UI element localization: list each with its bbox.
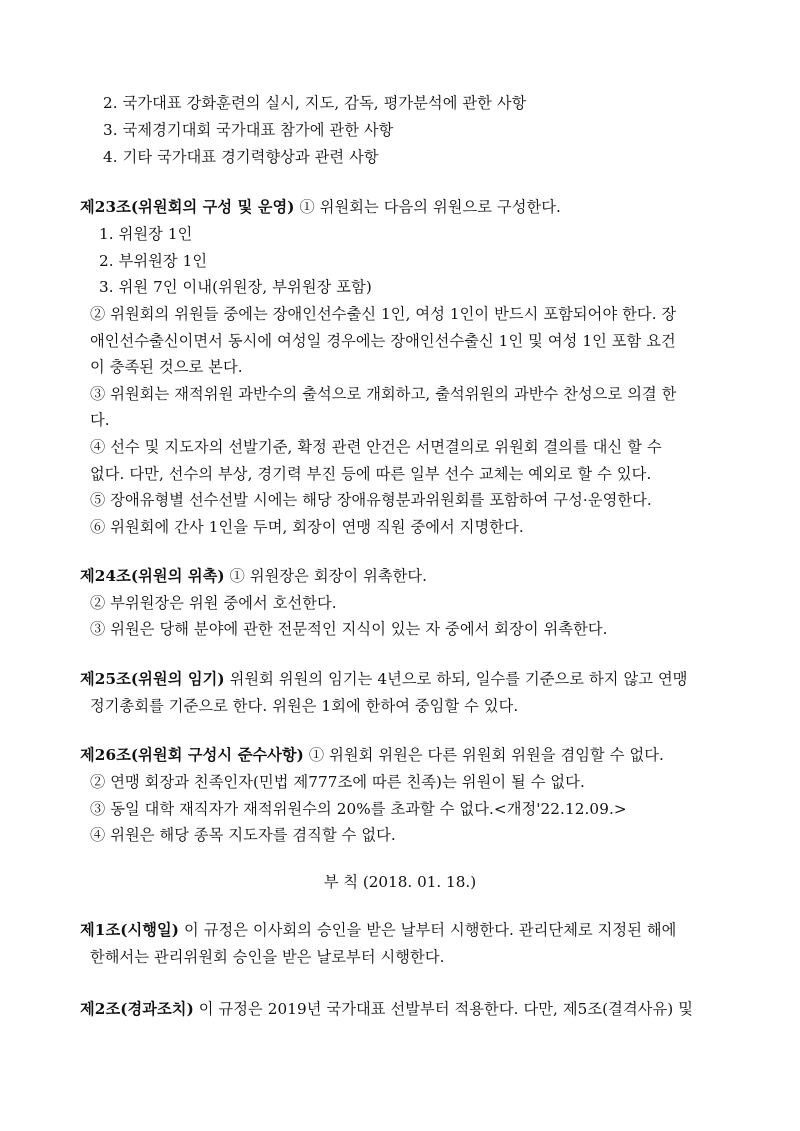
article-25-line: [80, 669, 688, 689]
article-26-line: [80, 745, 664, 765]
paragraph-line: ⑤ 장애유형별 선수선발 시에는 해당 장애유형분과위원회를 포함하여 구성·운영한다.: [90, 491, 652, 509]
paragraph-line: 정기총회를 기준으로 한다. 위원은 1회에 한하여 중임할 수 있다.: [90, 697, 519, 715]
paragraph-line: ③ 위원회는 재적위원 과반수의 출석으로 개회하고, 출석위원의 과반수 찬성으로 의결 한: [90, 385, 677, 403]
paragraph-line: ⑥ 위원회에 간사 1인을 두며, 회장이 연맹 직원 중에서 지명한다.: [90, 518, 524, 536]
supplementary-article-1-intro: 이 규정은 이사회의 승인을 받은 날부터 시행한다. 관리단체로 지정된 해에: [179, 921, 677, 939]
list-item: 2. 부위원장 1인: [99, 252, 208, 270]
supplementary-article-2-heading: 제2조(경과조치): [80, 1000, 194, 1018]
article-24-intro: ① 위원장은 회장이 위촉한다.: [224, 567, 428, 585]
list-item: 2. 국가대표 강화훈련의 실시, 지도, 감독, 평가분석에 관한 사항: [103, 94, 527, 112]
supplementary-article-1-line: [80, 920, 676, 940]
article-25-heading: 제25조(위원의 임기): [80, 670, 225, 688]
supplementary-article-1-heading: 제1조(시행일): [80, 921, 180, 939]
paragraph-line: 다.: [90, 411, 110, 429]
article-24-line: [80, 566, 427, 586]
list-item: 4. 기타 국가대표 경기력향상과 관련 사항: [103, 148, 379, 166]
article-24-heading: 제24조(위원의 위촉): [80, 567, 225, 585]
article-23-heading: 제23조(위원회의 구성 및 운영): [80, 198, 295, 216]
paragraph-line: ③ 위원은 당해 분야에 관한 전문적인 지식이 있는 자 중에서 회장이 위촉한다.: [90, 620, 608, 638]
paragraph-line: 없다. 다만, 선수의 부상, 경기력 부진 등에 따른 일부 선수 교체는 예외로 할 수 있다.: [90, 465, 652, 483]
list-item: 1. 위원장 1인: [99, 225, 193, 243]
paragraph-line: ③ 동일 대학 재직자가 재적위원수의 20%를 초과할 수 없다.<개정'22.12.09.>: [90, 800, 627, 818]
paragraph-line: ④ 선수 및 지도자의 선발기준, 확정 관련 안건은 서면결의로 위원회 결의를 대신 할 수: [90, 438, 662, 456]
paragraph-line: 애인선수출신이면서 동시에 여성일 경우에는 장애인선수출신 1인 및 여성 1인 포함 요건: [90, 332, 676, 350]
supplementary-article-2-line: [80, 999, 693, 1019]
paragraph-line: ④ 위원은 해당 종목 지도자를 겸직할 수 없다.: [90, 826, 396, 844]
paragraph-line: ② 위원회의 위원들 중에는 장애인선수출신 1인, 여성 1인이 반드시 포함되어야 한다. 장: [90, 305, 677, 323]
list-item: 3. 위원 7인 이내(위원장, 부위원장 포함): [99, 278, 372, 296]
article-23-line: [80, 197, 561, 217]
article-26-heading: 제26조(위원회 구성시 준수사항): [80, 746, 304, 764]
article-23-intro: ① 위원회는 다음의 위원으로 구성한다.: [294, 198, 561, 216]
paragraph-line: 이 충족된 것으로 본다.: [90, 358, 243, 376]
paragraph-line: 한해서는 관리위원회 승인을 받은 날로부터 시행한다.: [90, 948, 445, 966]
article-26-intro: ① 위원회 위원은 다른 위원회 위원을 겸임할 수 없다.: [303, 746, 664, 764]
supplementary-article-2-intro: 이 규정은 2019년 국가대표 선발부터 적용한다. 다만, 제5조(결격사유) 및: [193, 1000, 693, 1018]
list-item: 3. 국제경기대회 국가대표 참가에 관한 사항: [103, 121, 394, 139]
paragraph-line: ② 부위원장은 위원 중에서 호선한다.: [90, 594, 337, 612]
supplementary-title: 부 칙 (2018. 01. 18.): [323, 873, 477, 891]
paragraph-line: ② 연맹 회장과 친족인자(민법 제777조에 따른 친족)는 위원이 될 수 없다.: [90, 773, 585, 791]
article-25-intro: 위원회 위원의 임기는 4년으로 하되, 일수를 기준으로 하지 않고 연맹: [224, 670, 688, 688]
